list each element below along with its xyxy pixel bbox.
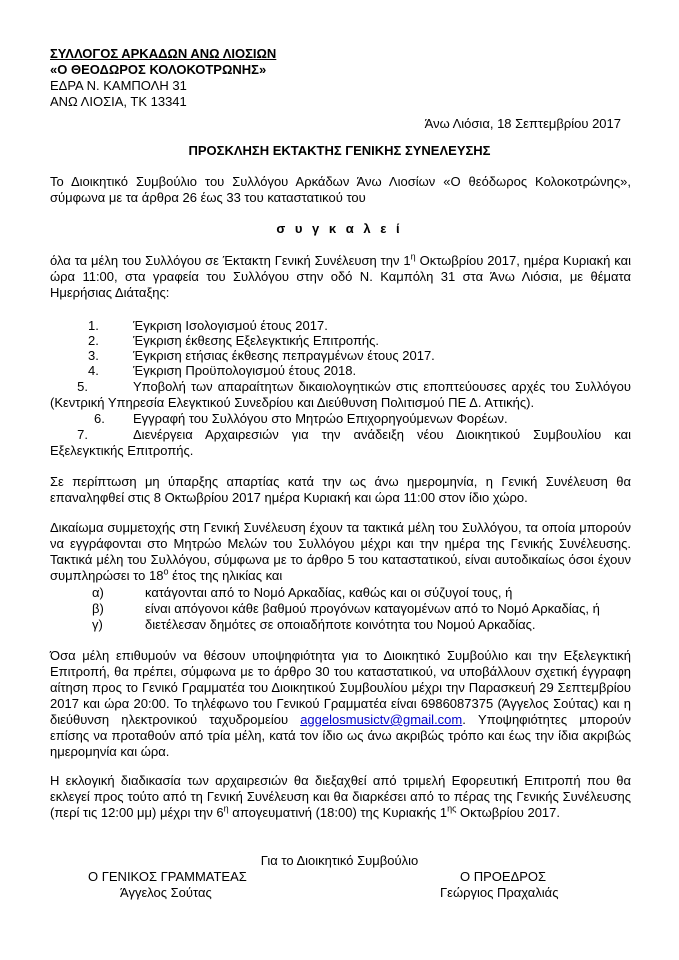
agenda-item [50, 379, 631, 411]
secretary-name: Άγγελος Σούτας [120, 885, 212, 900]
agenda-text: Εγγραφή του Συλλόγου στο Μητρώο Επιχορηγούμενων Φορέων. [133, 411, 508, 426]
agenda-number: 3. [88, 348, 99, 363]
quorum-paragraph: Σε περίπτωση μη ύπαρξης απαρτίας κατά την ως άνω ημερομηνία, η Γενική Συνέλευση θα επαναληφθεί στις 8 Οκτωβρίου 2017 ημέρα Κυριακή και ώρα 11:00 στον ίδιο χώρο. [50, 474, 631, 505]
call-superscript: η [410, 251, 416, 262]
association-name: ΣΥΛΛΟΓΟΣ ΑΡΚΑΔΩΝ ΑΝΩ ΛΙΟΣΙΩΝ [50, 46, 277, 61]
agenda-number: 6. [94, 411, 105, 426]
rights-text-start: Δικαίωμα συμμετοχής στη Γενική Συνέλευση έχουν τα τακτικά μέλη του Συλλόγου, τα οποία μπορούν να εγγράφονται στο Μητρώο Μελών του Συλλόγου μέχρι και την ημέρα της Γενικής Συνέλευσης. Τακτικά μέλη του Συλλόγου, σύμφωνα με το άρθρο 5 του καταστατικού, είναι αυτοδικαίως όσοι έχουν συμπληρώσει το 18 [50, 520, 631, 583]
document-date: Άνω Λιόσια, 18 Σεπτεμβρίου 2017 [424, 116, 621, 131]
election-text-3: Οκτωβρίου 2017. [456, 805, 560, 820]
condition-text: κατάγονται από το Νομό Αρκαδίας, καθώς και οι σύζυγοί τους, ή [145, 585, 513, 600]
condition-label: γ) [92, 617, 103, 632]
rights-paragraph [50, 520, 631, 584]
election-superscript-2: ης [447, 803, 457, 814]
agenda-text: Έγκριση ετήσιας έκθεσης πεπραγμένων έτους 2017. [133, 348, 435, 363]
intro-paragraph: Το Διοικητικό Συμβούλιο του Συλλόγου Αρκάδων Άνω Λιοσίων «Ο θεόδωρος Κολοκοτρώνης», σύμφωνα με τα άρθρα 26 έως 33 του καταστατικού του [50, 174, 631, 205]
condition-text: διετέλεσαν δημότες σε οποιαδήποτε κοινότητα του Νομού Αρκαδίας. [145, 617, 536, 632]
election-superscript-1: η [223, 803, 229, 814]
candidacy-text-start: Όσα μέλη επιθυμούν να θέσουν υποψηφιότητα για το Διοικητικό Συμβούλιο και την Εξελεγκτική Επιτροπή, θα πρέπει, σύμφωνα με το άρθρο 30 του καταστατικού, να υποβάλλουν σχετική έγγραφη αίτηση προς το Γενικό Γραμματέα του Διοικητικού Συμβουλίου μέχρι την Παρασκευή 29 Σεπτεμβρίου 2017 και ώρα 20:00. Το τηλέφωνο του Γενικού Γραμματέα είναι 6986087375 (Άγγελος Σούτας) και η διεύθυνση ηλεκτρονικού ταχυδρομείου [50, 648, 631, 727]
call-text-start: όλα τα μέλη του Συλλόγου σε Έκτακτη Γενική Συνέλευση την 1 [50, 253, 411, 268]
agenda-text: Υποβολή των απαραίτητων δικαιολογητικών στις εποπτεύουσες αρχές του Συλλόγου (Κεντρική Υπηρεσία Ελεγκτικού Συνεδρίου και Διεύθυνση Πολιτισμού ΠΕ Δ. Αττικής). [50, 379, 631, 410]
on-behalf-line: Για το Διοικητικό Συμβούλιο [260, 853, 419, 868]
president-title: Ο ΠΡΟΕΔΡΟΣ [460, 869, 547, 884]
agenda-text: Έγκριση Προϋπολογισμού έτους 2018. [133, 363, 357, 378]
call-text-end: Οκτωβρίου 2017, ημέρα Κυριακή και ώρα 11:00, στα γραφεία του Συλλόγου στην οδό Ν. Καμπόλη 31 στα Άνω Λιόσια, με θέματα Ημερήσιας Διάταξης: [50, 253, 631, 300]
candidacy-text-end: . Υποψηφιότητες μπορούν επίσης να προταθούν από τρία μέλη, κατά τον ίδιο ως άνω ακριβώς τρόπο και έως την ίδια ακριβώς ημερομηνία και ώρα. [50, 712, 631, 759]
rights-text-end: έτος της ηλικίας και [168, 568, 283, 583]
election-text-1: Η εκλογική διαδικασία των αρχαιρεσιών θα διεξαχθεί από τριμελή Εφορευτική Επιτροπή που θα εκλεγεί προς τούτο από τη Γενική Συνέλευση και θα διαρκέσει από το πέρας της Γενικής Συνέλευσης (περί τις 12:00 μμ) μέχρι την 6 [50, 773, 631, 820]
agenda-item [50, 427, 631, 459]
condition-label: β) [92, 601, 104, 616]
agenda-text: Έγκριση έκθεσης Εξελεγκτικής Επιτροπής. [133, 333, 380, 348]
secretary-title: Ο ΓΕΝΙΚΟΣ ΓΡΑΜΜΑΤΕΑΣ [88, 869, 247, 884]
candidacy-paragraph [50, 648, 631, 760]
summons-heading: σ υ γ κ α λ ε ί [276, 221, 403, 236]
agenda-number: 2. [88, 333, 99, 348]
call-paragraph [50, 253, 631, 301]
agenda-number: 1. [88, 318, 99, 333]
condition-label: α) [92, 585, 104, 600]
association-header [50, 46, 276, 110]
agenda-number: 5. [77, 379, 88, 394]
association-address-street: ΕΔΡΑ Ν. ΚΑΜΠΟΛΗ 31 [50, 78, 187, 93]
election-paragraph [50, 773, 631, 821]
rights-superscript: ο [163, 566, 169, 577]
president-name: Γεώργιος Πραχαλιάς [440, 885, 559, 900]
association-subtitle: «Ο ΘΕΟΔΩΡΟΣ ΚΟΛΟΚΟΤΡΩΝΗΣ» [50, 62, 267, 77]
election-text-2: απογευματινή (18:00) της Κυριακής 1 [228, 805, 448, 820]
email-link[interactable]: aggelosmusictv@gmail.com [300, 712, 463, 727]
agenda-text: Έγκριση Ισολογισμού έτους 2017. [133, 318, 328, 333]
agenda-number: 7. [77, 427, 88, 442]
association-address-city: ΑΝΩ ΛΙΟΣΙΑ, ΤΚ 13341 [50, 94, 187, 109]
document-title: ΠΡΟΣΚΛΗΣΗ ΕΚΤΑΚΤΗΣ ΓΕΝΙΚΗΣ ΣΥΝΕΛΕΥΣΗΣ [188, 143, 491, 158]
condition-text: είναι απόγονοι κάθε βαθμού προγόνων καταγομένων από το Νομό Αρκαδίας, ή [145, 601, 600, 616]
agenda-text: Διενέργεια Αρχαιρεσιών για την ανάδειξη νέου Διοικητικού Συμβουλίου και Εξελεγκτικής Επιτροπής. [50, 427, 631, 458]
agenda-number: 4. [88, 363, 99, 378]
